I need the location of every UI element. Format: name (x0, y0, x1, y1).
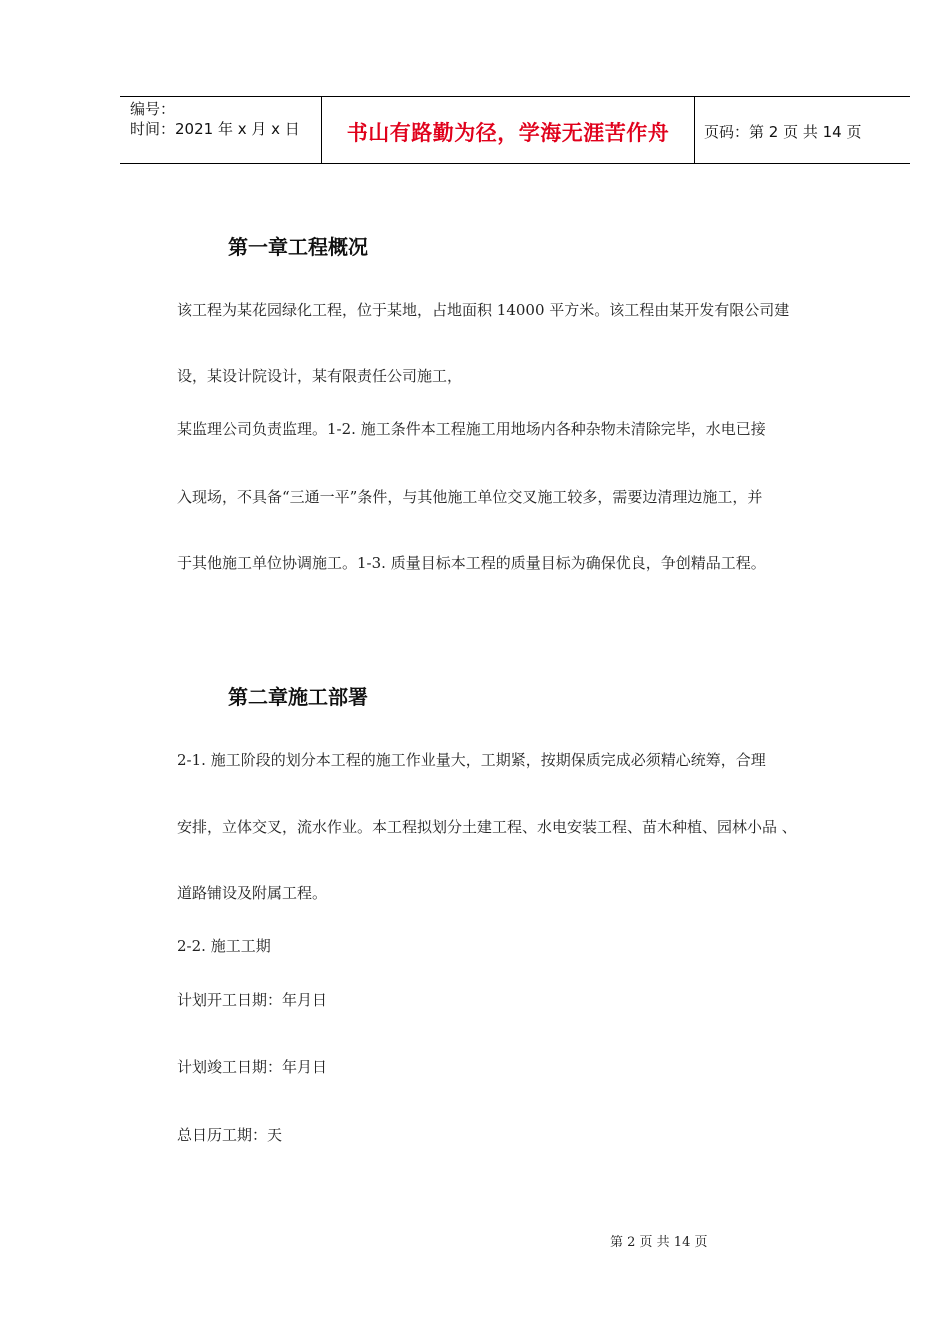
chapter2-title: 第二章施工部署 (228, 685, 368, 709)
chapter2-line: 2-1. 施工阶段的划分本工程的施工作业量大，工期紧，按期保质完成必须精心统筹，合理 (177, 751, 766, 769)
header-motto: 书山有路勤为径，学海无涯苦作舟 (346, 121, 670, 145)
chapter2-line: 道路铺设及附属工程。 (177, 884, 328, 902)
header-info (130, 99, 300, 139)
chapter2-line: 计划竣工日期：年月日 (177, 1058, 328, 1076)
chapter1-line: 设，某设计院设计，某有限责任公司施工， (177, 367, 463, 385)
chapter1-line: 某监理公司负责监理。1-2. 施工条件本工程施工用地场内各种杂物未清除完毕，水电已接 (177, 420, 766, 438)
header-divider (694, 96, 695, 164)
chapter2-line: 2-2. 施工工期 (177, 937, 271, 955)
chapter2-line: 安排，立体交叉，流水作业。本工程拟划分土建工程、水电安装工程、苗木种植、园林小品 、 (177, 818, 797, 836)
chapter1-line: 于其他施工单位协调施工。1-3. 质量目标本工程的质量目标为确保优良，争创精品工程。 (177, 554, 766, 572)
header-bottom-border (120, 163, 910, 164)
header-time-label: 时间：2021 年 x 月 x 日 (130, 120, 300, 138)
header-top-border (120, 96, 910, 97)
header-number-label: 编号： (130, 100, 176, 118)
chapter1-line: 该工程为某花园绿化工程，位于某地，占地面积 14000 平方米。该工程由某开发有限公司建 (177, 301, 790, 319)
header-page-label: 页码：第 2 页 共 14 页 (704, 123, 862, 141)
chapter2-line: 总日历工期：天 (177, 1126, 283, 1144)
chapter1-line: 入现场，不具备“三通一平”条件，与其他施工单位交叉施工较多，需要边清理边施工，并 (177, 488, 763, 506)
chapter1-title: 第一章工程概况 (228, 235, 368, 259)
page-footer: 第 2 页 共 14 页 (610, 1235, 708, 1250)
chapter2-line: 计划开工日期：年月日 (177, 991, 328, 1009)
